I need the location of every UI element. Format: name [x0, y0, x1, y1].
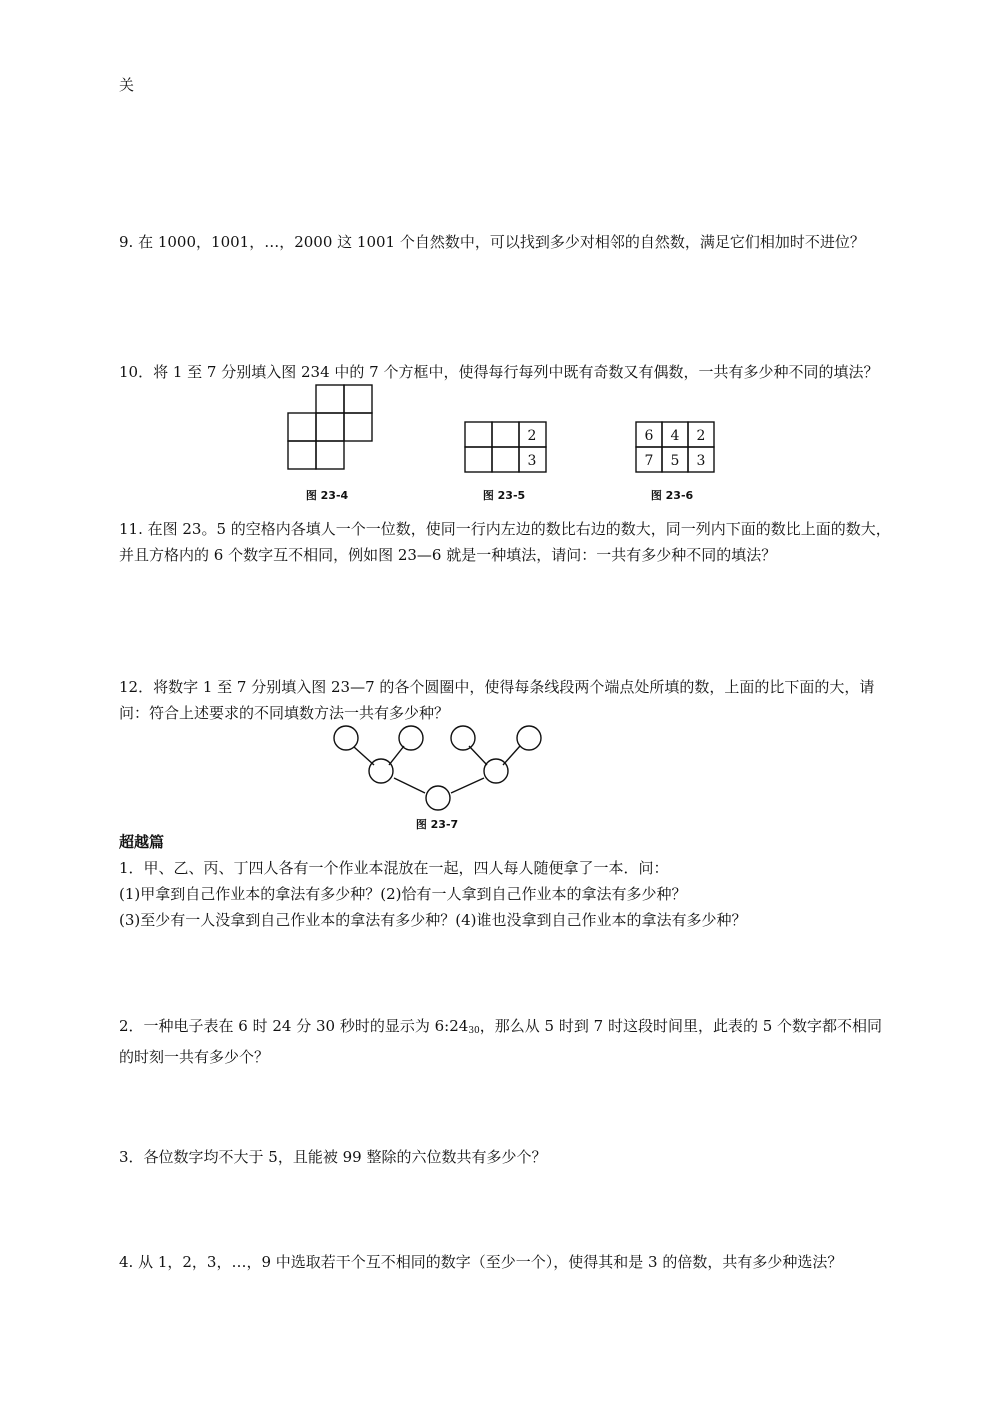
caption-23-5: 图 23-5 — [482, 489, 526, 502]
fig23-6-cell: 5 — [670, 453, 680, 469]
fig23-6-cell: 6 — [644, 428, 654, 444]
caption-23-7: 图 23-7 — [415, 818, 459, 831]
question-12: 12．将数字 1 至 7 分别填入图 23—7 的各个圆圈中，使得每条线段两个端点处所填的数，上面的比下面的大，请问：符合上述要求的不同填数方法一共有多少种？ — [119, 678, 875, 722]
s1-line3: (3)至少有一人没拿到自己作业本的拿法有多少种？(4)谁也没拿到自己作业本的拿法有多少种？ — [119, 911, 747, 929]
fig23-6-cell: 3 — [696, 453, 706, 469]
s2-question — [119, 1013, 894, 1070]
s2-seconds: 30 — [468, 1026, 480, 1036]
figure-23-7-tree — [0, 720, 1000, 832]
top-fragment: 关 — [119, 76, 135, 94]
fig23-6-cell: 4 — [670, 428, 680, 444]
s1-line2: (1)甲拿到自己作业本的拿法有多少种？(2)恰有一人拿到自己作业本的拿法有多少种？ — [119, 885, 687, 903]
question-9: 9. 在 1000，1001，…，2000 这 1001 个自然数中，可以找到多少对相邻的自然数，满足它们相加时不进位？ — [119, 233, 865, 251]
fig23-6-cell: 7 — [644, 453, 654, 469]
s2-part2: ，那么从 5 时到 7 时这段时间里，此表的 5 个数字都不相同的时刻一共有多少个？ — [119, 1017, 883, 1066]
s3-question: 3．各位数字均不大于 5，且能被 99 整除的六位数共有多少个？ — [119, 1148, 547, 1166]
s1-intro: 1．甲、乙、丙、丁四人各有一个作业本混放在一起，四人每人随便拿了一本．问： — [119, 859, 669, 877]
caption-23-4: 图 23-4 — [305, 489, 349, 502]
figures-23-4-to-23-6 — [0, 380, 1000, 510]
section-title: 超越篇 — [119, 833, 165, 851]
figure-23-4-grid — [288, 385, 372, 469]
caption-23-6: 图 23-6 — [650, 489, 694, 502]
question-11: 11. 在图 23。5 的空格内各填人一个一位数，使同一行内左边的数比右边的数大，同一列内下面的数比上面的数大，并且方格内的 6 个数字互不相同，例如图 23—6 就是一种填法，请问：一共有多少种不同的填法？ — [119, 520, 891, 564]
fig23-5-cell: 3 — [527, 453, 537, 469]
fig23-5-cell: 2 — [527, 428, 537, 444]
question-10: 10．将 1 至 7 分别填入图 234 中的 7 个方框中，使得每行每列中既有奇数又有偶数，一共有多少种不同的填法？ — [119, 363, 879, 381]
s4-question: 4. 从 1，2，3，…，9 中选取若干个互不相同的数字（至少一个），使得其和是 3 的倍数，共有多少种选法？ — [119, 1253, 843, 1271]
s2-part1: 2．一种电子表在 6 时 24 分 30 秒时的显示为 6:24 — [119, 1017, 469, 1035]
fig23-6-cell: 2 — [696, 428, 706, 444]
